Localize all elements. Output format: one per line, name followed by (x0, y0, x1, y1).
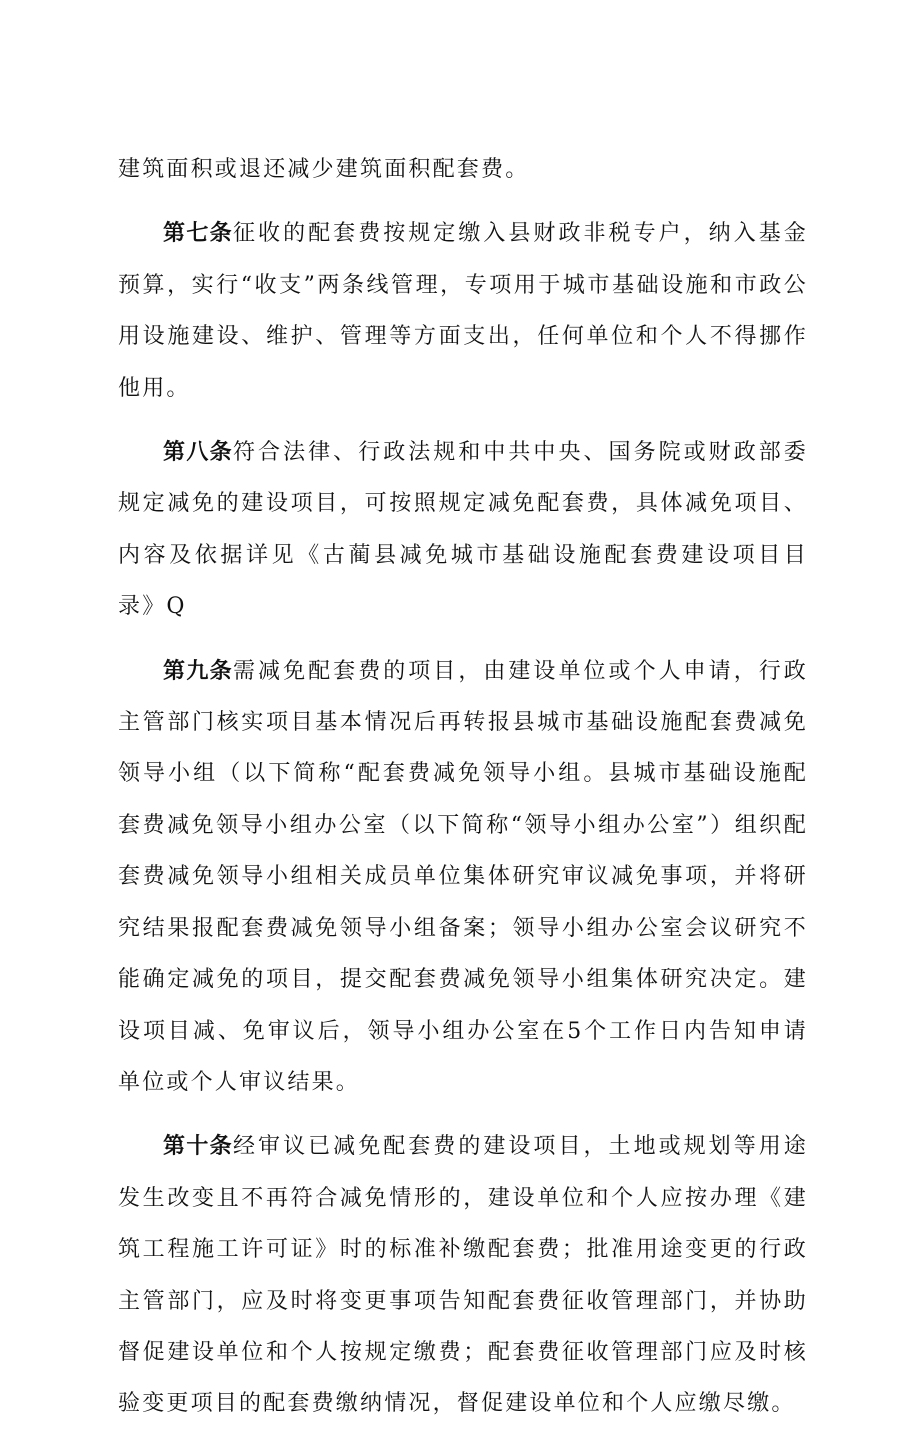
article-label: 第九条 (163, 658, 234, 684)
article-label: 第八条 (163, 440, 234, 466)
document-body (118, 144, 808, 1430)
article-text: 需减免配套费的项目，由建设单位或个人申请，行政主管部门核实项目基本情况后再转报县城市基础设施配套费减免领导小组（以下简称“配套费减免领导小组。县城市基础设施配套费减免领导小组办公室（以下简称“领导小组办公室”）组织配套费减免领导小组相关成员单位集体研究审议减免事项，并将研究结果报配套费减免领导小组备案；领导小组办公室会议研究不能确定减免的项目，提交配套费减免领导小组集体研究决定。建设项目减、免审议后，领导小组办公室在5个工作日内告知申请单位或个人审议结果。 (118, 658, 808, 1095)
article-text: 符合法律、行政法规和中共中央、国务院或财政部委规定减免的建设项目，可按照规定减免配套费，具体减免项目、内容及依据详见《古蔺县减免城市基础设施配套费建设项目目录》Q (118, 440, 808, 620)
article-10 (118, 1121, 808, 1429)
paragraph-continuation (118, 144, 808, 195)
article-8 (118, 427, 808, 633)
article-7 (118, 208, 808, 414)
article-label: 第十条 (163, 1134, 234, 1160)
article-label: 第七条 (163, 221, 234, 247)
article-9 (118, 646, 808, 1109)
paragraph-text: 建筑面积或退还减少建筑面积配套费。 (118, 157, 530, 182)
article-text: 经审议已减免配套费的建设项目，土地或规划等用途发生改变且不再符合减免情形的，建设单位和个人应按办理《建筑工程施工许可证》时的标准补缴配套费；批准用途变更的行政主管部门，应及时将变更事项告知配套费征收管理部门，并协助督促建设单位和个人按规定缴费；配套费征收管理部门应及时核验变更项目的配套费缴纳情况，督促建设单位和个人应缴尽缴。 (118, 1134, 808, 1417)
article-text: 征收的配套费按规定缴入县财政非税专户，纳入基金预算，实行“收支”两条线管理，专项用于城市基础设施和市政公用设施建设、维护、管理等方面支出，任何单位和个人不得挪作他用。 (118, 221, 808, 401)
